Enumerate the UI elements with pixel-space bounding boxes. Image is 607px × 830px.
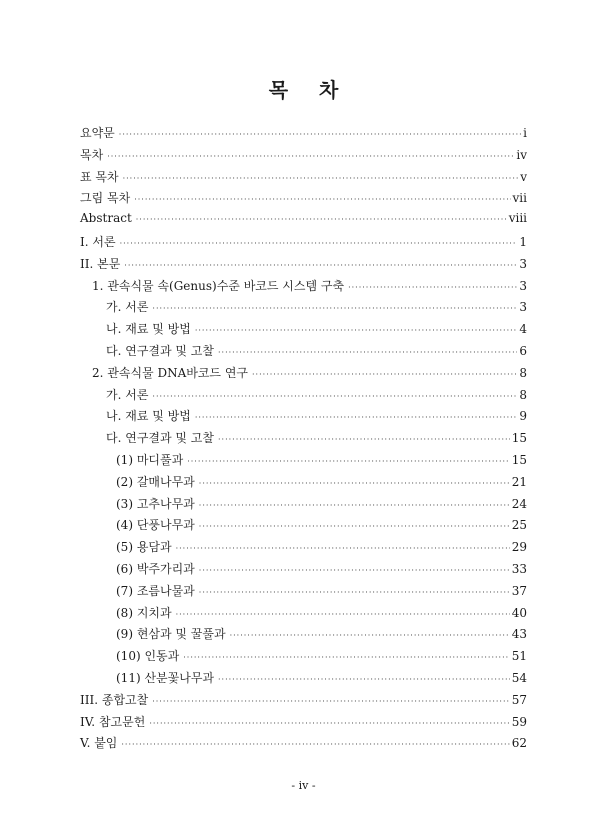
toc-leader-dots <box>121 740 509 749</box>
toc-leader-dots <box>152 392 517 401</box>
toc-entry-page: 3 <box>519 300 527 315</box>
toc-leader-dots <box>195 413 518 422</box>
toc-entry-label: 가. 서론 <box>106 387 149 402</box>
toc-entry <box>80 320 527 342</box>
toc-entry-page: 15 <box>511 452 527 467</box>
toc-leader-dots <box>176 544 510 553</box>
toc-entry <box>80 233 527 255</box>
table-of-contents <box>80 124 527 756</box>
page-title: 목 차 <box>268 78 351 102</box>
toc-entry <box>80 407 527 429</box>
toc-entry-page: 33 <box>511 561 527 576</box>
toc-entry-page: 9 <box>519 409 527 424</box>
toc-leader-dots <box>119 130 521 139</box>
toc-entry <box>80 429 527 451</box>
toc-entry-page: 8 <box>519 387 527 402</box>
toc-entry-label: (4) 단풍나무과 <box>116 518 195 533</box>
toc-entry-page: 54 <box>511 670 527 685</box>
toc-leader-dots <box>199 501 510 510</box>
toc-entry-label: (8) 지치과 <box>116 605 172 620</box>
toc-entry-label: V. 붙임 <box>80 736 118 751</box>
toc-entry-label: 목차 <box>80 147 104 162</box>
toc-entry <box>80 255 527 277</box>
toc-entry <box>80 625 527 647</box>
toc-entry-page: 29 <box>511 540 527 555</box>
toc-entry-page: iv <box>516 147 527 162</box>
toc-leader-dots <box>199 522 510 531</box>
toc-entry <box>80 495 527 517</box>
toc-entry-label: 2. 관속식물 DNA바코드 연구 <box>92 365 249 380</box>
toc-entry-label: IV. 참고문헌 <box>80 714 146 729</box>
toc-entry-label: 1. 관속식물 속(Genus)수준 바코드 시스템 구축 <box>92 278 345 293</box>
toc-entry-page: 37 <box>511 583 527 598</box>
toc-entry-label: (11) 산분꽃나무과 <box>116 670 214 685</box>
toc-entry-page: 59 <box>511 714 527 729</box>
toc-leader-dots <box>348 283 517 292</box>
toc-leader-dots <box>218 435 510 444</box>
toc-entry-label: (1) 마디풀과 <box>116 452 184 467</box>
toc-entry-label: (3) 고추나무과 <box>116 496 195 511</box>
toc-entry-page: 15 <box>511 431 527 446</box>
toc-entry-label: 다. 연구결과 및 고찰 <box>106 343 214 358</box>
toc-entry <box>80 451 527 473</box>
toc-leader-dots <box>124 261 517 270</box>
toc-entry <box>80 146 527 168</box>
toc-entry-page: v <box>520 169 527 184</box>
toc-leader-dots <box>136 215 507 224</box>
toc-entry <box>80 364 527 386</box>
toc-entry <box>80 298 527 320</box>
toc-leader-dots <box>123 174 519 183</box>
toc-leader-dots <box>199 479 510 488</box>
toc-entry-page: 25 <box>511 518 527 533</box>
toc-entry-page: vii <box>512 191 527 206</box>
toc-entry-label: II. 본문 <box>80 256 121 271</box>
toc-entry-label: (9) 현삼과 및 꿀풀과 <box>116 627 226 642</box>
toc-leader-dots <box>199 588 510 597</box>
toc-entry <box>80 647 527 669</box>
toc-entry-page: 21 <box>511 474 527 489</box>
toc-leader-dots <box>195 326 518 335</box>
toc-entry-label: I. 서론 <box>80 234 116 249</box>
toc-entry <box>80 277 527 299</box>
toc-entry <box>80 713 527 735</box>
toc-entry <box>80 691 527 713</box>
toc-entry <box>80 582 527 604</box>
toc-leader-dots <box>183 653 509 662</box>
toc-entry <box>80 516 527 538</box>
toc-entry-page: i <box>523 126 527 140</box>
toc-leader-dots <box>152 304 517 313</box>
toc-entry-page: 57 <box>511 692 527 707</box>
toc-leader-dots <box>187 457 510 466</box>
toc-entry-label: 다. 연구결과 및 고찰 <box>106 431 214 446</box>
toc-entry-label: III. 종합고찰 <box>80 692 149 707</box>
toc-entry-page: 6 <box>519 343 527 358</box>
toc-entry-label: 가. 서론 <box>106 300 149 315</box>
toc-entry-page: 24 <box>511 496 527 511</box>
toc-entry-label: (10) 인동과 <box>116 649 180 664</box>
toc-entry <box>80 168 527 190</box>
toc-leader-dots <box>218 675 510 684</box>
toc-entry-page: 3 <box>519 278 527 293</box>
toc-entry <box>80 604 527 626</box>
toc-entry <box>80 189 527 211</box>
toc-entry-label: (2) 갈매나무과 <box>116 474 195 489</box>
toc-entry-page: 43 <box>511 627 527 642</box>
toc-entry-page: 40 <box>511 605 527 620</box>
toc-leader-dots <box>149 719 509 728</box>
toc-leader-dots <box>199 566 510 575</box>
toc-entry-label: (7) 조름나물과 <box>116 583 195 598</box>
toc-leader-dots <box>134 195 510 204</box>
toc-entry <box>80 669 527 691</box>
page-number-footer: - iv - <box>291 779 316 792</box>
toc-entry-page: 1 <box>519 234 527 249</box>
toc-entry-page: 8 <box>519 365 527 380</box>
toc-entry-label: 나. 재료 및 방법 <box>106 409 191 424</box>
toc-leader-dots <box>107 152 514 161</box>
toc-entry-page: 3 <box>519 256 527 271</box>
toc-entry-label: (6) 박주가리과 <box>116 561 195 576</box>
toc-entry <box>80 538 527 560</box>
toc-entry <box>80 386 527 408</box>
toc-entry <box>80 473 527 495</box>
toc-leader-dots <box>120 239 518 248</box>
toc-entry-page: 51 <box>511 649 527 664</box>
toc-entry <box>80 342 527 364</box>
toc-entry-label: 그림 목차 <box>80 191 131 206</box>
toc-entry <box>80 560 527 582</box>
toc-entry-label: 표 목차 <box>80 169 119 184</box>
toc-entry-page: 62 <box>511 736 527 751</box>
toc-entry <box>80 211 527 233</box>
toc-entry <box>80 124 527 146</box>
toc-entry-label: 요약문 <box>80 126 115 140</box>
toc-entry <box>80 734 527 756</box>
toc-entry-page: 4 <box>519 322 527 337</box>
toc-entry-label: 나. 재료 및 방법 <box>106 322 191 337</box>
toc-leader-dots <box>230 631 510 640</box>
toc-leader-dots <box>218 348 517 357</box>
toc-leader-dots <box>176 610 510 619</box>
toc-entry-page: viii <box>508 211 527 226</box>
toc-leader-dots <box>252 370 517 379</box>
toc-entry-label: (5) 용담과 <box>116 540 172 555</box>
toc-entry-label: Abstract <box>80 211 132 226</box>
toc-leader-dots <box>152 697 510 706</box>
